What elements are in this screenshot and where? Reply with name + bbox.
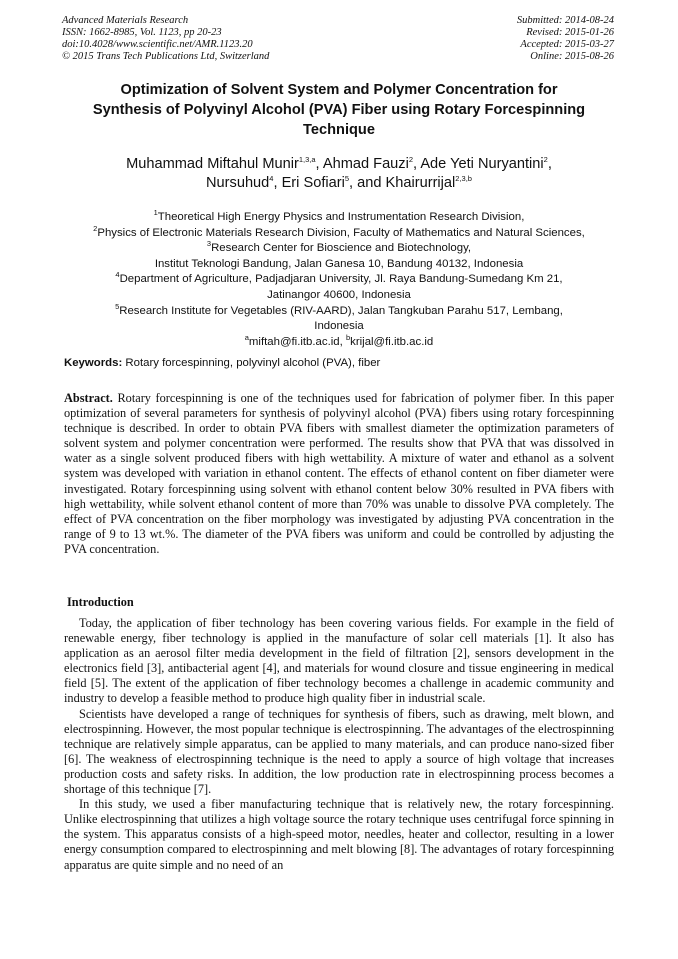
- paragraph: Today, the application of fiber technology has been covering various fields. For example in the field of renewable energy, fiber technology is applied in the manufacture of solar cell materials [1]. It also has application as an aerosol filter media development in the field of filtration [2], sensors development in the electronics field [3], antibacterial agent [4], and materials for wound closure and tissue engineering in medical field [5]. The extent of the application of fiber technology becomes a challenge in academic community and industry to develop a feasible method to produce high quality fiber in industrial scale.: [64, 616, 614, 706]
- affiliation-line: Indonesia: [314, 320, 364, 333]
- author-name: Eri Sofiari: [281, 175, 345, 191]
- date-submitted: Submitted: 2014-08-24: [516, 15, 614, 26]
- affiliation-line: $^4$Department of Agriculture, Padjadjaran University, Jl. Raya Bandung-Sumedang Km 21,: [115, 270, 563, 286]
- journal-issn: ISSN: 1662-8985, Vol. 1123, pp 20-23: [62, 27, 222, 38]
- affiliation-line: Jatinangor 40600, Indonesia: [267, 288, 411, 301]
- paragraph: Scientists have developed a range of techniques for synthesis of fibers, such as drawing, melt blown, and electrospinning. However, the most popular technique is electrospinning. The advantages of the electrospinning technique are relatively simple apparatus, can be applied to many materials, and can produce nano-sized fiber [6]. The weakness of electrospinning technique is the need to apply a source of high voltage that increases production costs and safety risks. In addition, the low production rate in electrospinning process becomes a shortage of this technique [7].: [64, 706, 614, 797]
- keywords-label: Keywords:: [64, 357, 123, 369]
- paper-title: [40, 80, 638, 140]
- author-name: Ahmad Fauzi: [322, 156, 409, 172]
- keywords-text: Rotary forcespinning, polyvinyl alcohol (PVA), fiber: [125, 357, 381, 369]
- affiliations: [30, 210, 648, 350]
- author-affiliation-mark: 1,3,a: [298, 155, 316, 165]
- date-accepted: Accepted: 2015-03-27: [520, 39, 614, 50]
- author-affiliation-mark: 2,3,b: [455, 174, 472, 184]
- journal-name: Advanced Materials Research: [62, 15, 189, 26]
- affiliation-line: Institut Teknologi Bandung, Jalan Ganesa 10, Bandung 40132, Indonesia: [154, 257, 524, 270]
- email-link[interactable]: krijal@fi.itb.ac.id: [350, 335, 434, 348]
- author-name: Khairurrijal: [385, 175, 456, 191]
- introduction-body: [64, 616, 614, 873]
- abstract: [64, 391, 614, 557]
- email-link[interactable]: miftah@fi.itb.ac.id,: [248, 335, 343, 348]
- title-line: Optimization of Solvent System and Polymer Concentration for: [120, 82, 558, 98]
- email-line: $^a$miftah@fi.itb.ac.id, $^b$krijal@fi.itb.ac.id: [244, 332, 434, 348]
- journal-copyright: © 2015 Trans Tech Publications Ltd, Switzerland: [62, 51, 270, 62]
- affiliation-line: $^3$Research Center for Bioscience and Biotechnology,: [206, 239, 472, 255]
- journal-header: [62, 15, 614, 63]
- affiliation-line: $^5$Research Institute for Vegetables (RIV-AARD), Jalan Tangkuban Parahu 517, Lembang,: [115, 301, 563, 317]
- affiliation-line: $^1$Theoretical High Energy Physics and Instrumentation Research Division,: [153, 208, 525, 223]
- author-affiliation-mark: 4: [269, 174, 274, 184]
- author-affiliation-mark: 2: [543, 155, 548, 165]
- abstract-text: Rotary forcespinning is one of the techniques used for fabrication of polymer fiber. In this paper optimization of several parameters for synthesis of polyvinyl alcohol (PVA) fibers using rotary forcespinning technique is described. In order to obtain PVA fibers with smallest diameter the optimization parameters of solvent system and polymer concentration were performed. The results show that PVA that was dissolved in water as a single solvent produced fibers with high wettability. A mixture of water and ethanol as a solvent system was developed with variation in ethanol content. The effects of ethanol content on fiber diameter were investigated. Rotary forcespinning using solvent with ethanol content below 30% resulted in PVA fibers with high wettability, while solvent ethanol content of more than 70% was unable to dissolve PVA completely. The effect of PVA concentration on the fiber morphology was investigated by adjusting PVA concentration in the range of 9 to 13 wt.%. The diameter of the PVA fibers was uniform and could be controlled by adjusting the PVA concentration.: [64, 391, 614, 556]
- journal-info: [62, 15, 269, 63]
- author-name: Muhammad Miftahul Munir: [126, 156, 299, 172]
- author-list: Muhammad Miftahul Munir$^{1,3,a}$, Ahmad Fauzi$^2$, Ade Yeti Nuryantini$^2$, Nursuhud$^4$, Eri Sofiari$^5$, and Khairurrijal$^{2,3,b}$: [126, 155, 552, 191]
- journal-doi: doi:10.4028/www.scientific.net/AMR.1123.20: [62, 39, 253, 50]
- journal-dates: [517, 15, 614, 63]
- author-name: Nursuhud: [206, 175, 270, 191]
- date-revised: Revised: 2015-01-26: [526, 27, 614, 38]
- author-affiliation-mark: 5: [344, 174, 350, 184]
- affiliation-line: $^2$Physics of Electronic Materials Research Division, Faculty of Mathematics and Natural Sciences,: [93, 223, 585, 239]
- paragraph: In this study, we used a fiber manufacturing technique that is relatively new, the rotary forcespinning. Unlike electrospinning that utilizes a high voltage source the rotary technique uses centrifugal force spinning in the system. This apparatus consists of a high-speed motor, needles, heater and collector, resulting in a lower energy consumption compared to electrospinning and melt blowing [8]. The advantages of rotary forcespinning apparatus are quite simple and no need of an: [64, 797, 614, 872]
- abstract-label: Abstract.: [64, 391, 113, 405]
- title-line: Technique: [303, 122, 375, 138]
- title-line: Synthesis of Polyvinyl Alcohol (PVA) Fiber using Rotary Forcespinning: [92, 102, 586, 118]
- keywords: [64, 357, 614, 369]
- author-affiliation-mark: 2: [408, 155, 414, 165]
- date-online: Online: 2015-08-26: [530, 51, 614, 62]
- section-heading: Introduction: [67, 595, 134, 609]
- author-name: Ade Yeti Nuryantini: [420, 156, 544, 172]
